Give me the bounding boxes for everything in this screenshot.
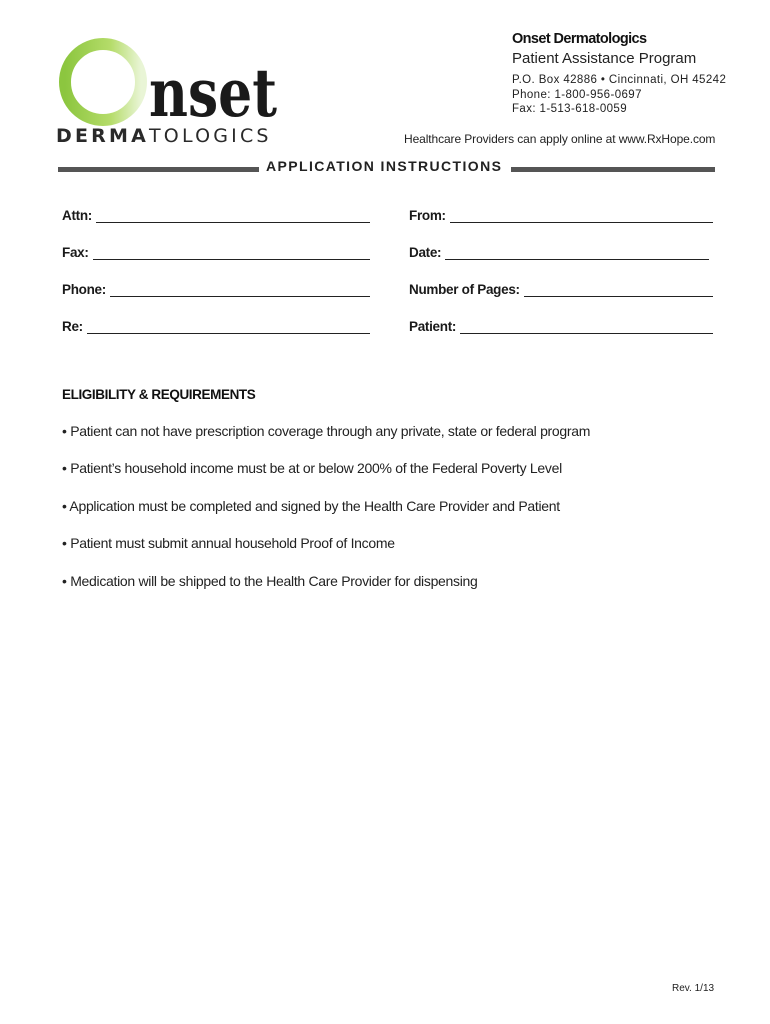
from-field[interactable] bbox=[409, 203, 713, 223]
date-label: Date: bbox=[409, 245, 442, 260]
patient-field[interactable] bbox=[409, 314, 713, 334]
list-item: • Patient can not have prescription coverage through any private, state or federal program bbox=[62, 423, 591, 439]
logo-wordmark: nset bbox=[149, 54, 278, 132]
phone-field[interactable] bbox=[62, 277, 370, 297]
online-apply-note: Healthcare Providers can apply online at www.RxHope.com bbox=[404, 132, 716, 146]
attn-label: Attn: bbox=[62, 208, 92, 223]
company-name: Onset Dermatologics bbox=[512, 31, 647, 47]
re-field[interactable] bbox=[62, 314, 370, 334]
re-label: Re: bbox=[62, 319, 83, 334]
date-field[interactable] bbox=[409, 240, 709, 260]
date-line[interactable] bbox=[445, 245, 709, 260]
pages-field[interactable] bbox=[409, 277, 713, 297]
divider-right bbox=[511, 167, 715, 172]
logo-ring bbox=[65, 44, 141, 120]
divider-left bbox=[58, 167, 259, 172]
patient-label: Patient: bbox=[409, 319, 457, 334]
logo-dermatologics: DERMATOLOGICS bbox=[56, 125, 272, 147]
pages-line[interactable] bbox=[524, 282, 713, 297]
re-line[interactable] bbox=[87, 319, 370, 334]
contact-block bbox=[512, 73, 762, 117]
list-item: • Application must be completed and signed by the Health Care Provider and Patient bbox=[62, 498, 560, 514]
company-fax: Fax: 1-513-618-0059 bbox=[512, 103, 628, 115]
revision-label: Rev. 1/13 bbox=[672, 983, 715, 994]
attn-line[interactable] bbox=[96, 208, 370, 223]
list-item: • Medication will be shipped to the Health Care Provider for dispensing bbox=[62, 573, 478, 589]
company-phone: Phone: 1-800-956-0697 bbox=[512, 88, 642, 101]
company-info bbox=[512, 31, 762, 117]
eligibility-section bbox=[62, 387, 591, 589]
attn-field[interactable] bbox=[62, 203, 370, 223]
patient-line[interactable] bbox=[460, 319, 713, 334]
from-label: From: bbox=[409, 208, 446, 223]
list-item: • Patient’s household income must be at or below 200% of the Federal Poverty Level bbox=[62, 460, 562, 476]
phone-line[interactable] bbox=[110, 282, 370, 297]
fax-field[interactable] bbox=[62, 240, 370, 260]
from-line[interactable] bbox=[450, 208, 713, 223]
phone-label: Phone: bbox=[62, 282, 106, 297]
company-address: P.O. Box 42886 • Cincinnati, OH 45242 bbox=[512, 74, 727, 86]
fax-line[interactable] bbox=[93, 245, 370, 260]
program-name: Patient Assistance Program bbox=[512, 50, 697, 67]
eligibility-heading: ELIGIBILITY & REQUIREMENTS bbox=[62, 387, 256, 402]
pages-label: Number of Pages: bbox=[409, 282, 520, 297]
fax-label: Fax: bbox=[62, 245, 89, 260]
list-item: • Patient must submit annual household Proof of Income bbox=[62, 535, 395, 551]
section-title: APPLICATION INSTRUCTIONS bbox=[266, 158, 503, 174]
